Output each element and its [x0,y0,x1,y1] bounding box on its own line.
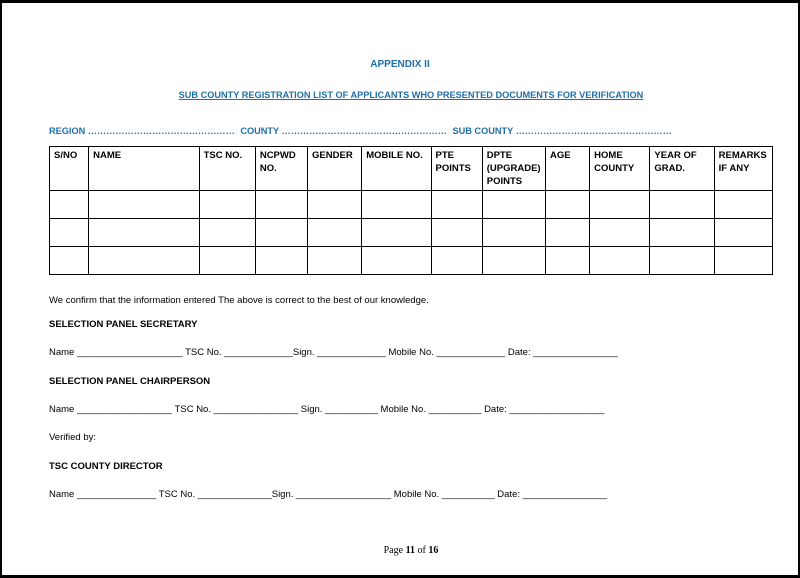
secretary-heading: SELECTION PANEL SECRETARY [49,319,198,330]
table-cell[interactable] [308,247,362,275]
appendix-title: APPENDIX II [370,59,430,70]
col-header-dpte-points: DPTE (UPGRADE) POINTS [482,147,545,191]
total-pages: 16 [428,545,439,556]
chairperson-sign-line[interactable]: Name __________________ TSC No. ________________ Sign. __________ Mobile No. __________ Date: __________________ [49,404,605,415]
col-header-remarks: REMARKS IF ANY [714,147,772,191]
table-cell[interactable] [362,247,431,275]
region-line [49,126,675,136]
table-cell[interactable] [482,191,545,219]
table-cell[interactable] [650,247,714,275]
table-row [50,191,773,219]
table-cell[interactable] [255,247,307,275]
sub-county-field: SUB COUNTY …………………………………………… [452,126,672,136]
table-cell[interactable] [199,219,255,247]
current-page: 11 [405,545,416,556]
page-number [0,545,800,556]
registration-table [49,146,773,275]
document-subtitle: SUB COUNTY REGISTRATION LIST OF APPLICANTS WHO PRESENTED DOCUMENTS FOR VERIFICATION [178,90,644,100]
table-cell[interactable] [545,219,589,247]
table-cell[interactable] [650,191,714,219]
table-cell[interactable] [482,247,545,275]
col-header-ncpwd-no: NCPWD NO. [255,147,307,191]
secretary-sign-line[interactable]: Name ____________________ TSC No. _____________Sign. _____________ Mobile No. _____________ Date: ________________ [49,347,618,358]
page-prefix: Page [383,545,404,556]
chairperson-heading: SELECTION PANEL CHAIRPERSON [49,376,211,387]
col-header-year-of-grad: YEAR OF GRAD. [650,147,714,191]
table-cell[interactable] [590,219,650,247]
table-cell[interactable] [89,219,199,247]
table-cell[interactable] [482,219,545,247]
table-cell[interactable] [50,191,89,219]
director-heading: TSC COUNTY DIRECTOR [49,461,163,472]
table-cell[interactable] [431,191,482,219]
table-cell[interactable] [714,219,772,247]
region-field: REGION ………………………………………… [49,126,235,136]
table-cell[interactable] [89,191,199,219]
table-cell[interactable] [431,247,482,275]
verified-by-label: Verified by: [49,432,96,443]
col-header-pte-points: PTE POINTS [431,147,482,191]
table-row [50,247,773,275]
table-cell[interactable] [255,219,307,247]
table-cell[interactable] [362,191,431,219]
table-cell[interactable] [362,219,431,247]
col-header-age: AGE [545,147,589,191]
table-cell[interactable] [545,247,589,275]
table-cell[interactable] [590,191,650,219]
table-cell[interactable] [650,219,714,247]
table-row [50,219,773,247]
table-cell[interactable] [590,247,650,275]
table-cell[interactable] [255,191,307,219]
table-cell[interactable] [545,191,589,219]
table-cell[interactable] [199,191,255,219]
page-of: of [417,545,426,556]
table-cell[interactable] [199,247,255,275]
col-header-home-county: HOME COUNTY [590,147,650,191]
table-cell[interactable] [714,191,772,219]
table-cell[interactable] [714,247,772,275]
col-header-mobile-no: MOBILE NO. [362,147,431,191]
col-header-tsc-no: TSC NO. [199,147,255,191]
col-header-name: NAME [89,147,199,191]
table-cell[interactable] [50,219,89,247]
director-sign-line[interactable]: Name _______________ TSC No. ______________Sign. __________________ Mobile No. __________ Date: ________________ [49,489,608,500]
table-cell[interactable] [89,247,199,275]
confirmation-statement: We confirm that the information entered The above is correct to the best of our knowledge. [49,295,429,306]
table-cell[interactable] [431,219,482,247]
county-field: COUNTY ……………………………………………… [240,126,447,136]
col-header-gender: GENDER [308,147,362,191]
table-cell[interactable] [308,191,362,219]
table-header-row [50,147,773,191]
col-header-sno: S/NO [50,147,89,191]
table-cell[interactable] [50,247,89,275]
table-cell[interactable] [308,219,362,247]
